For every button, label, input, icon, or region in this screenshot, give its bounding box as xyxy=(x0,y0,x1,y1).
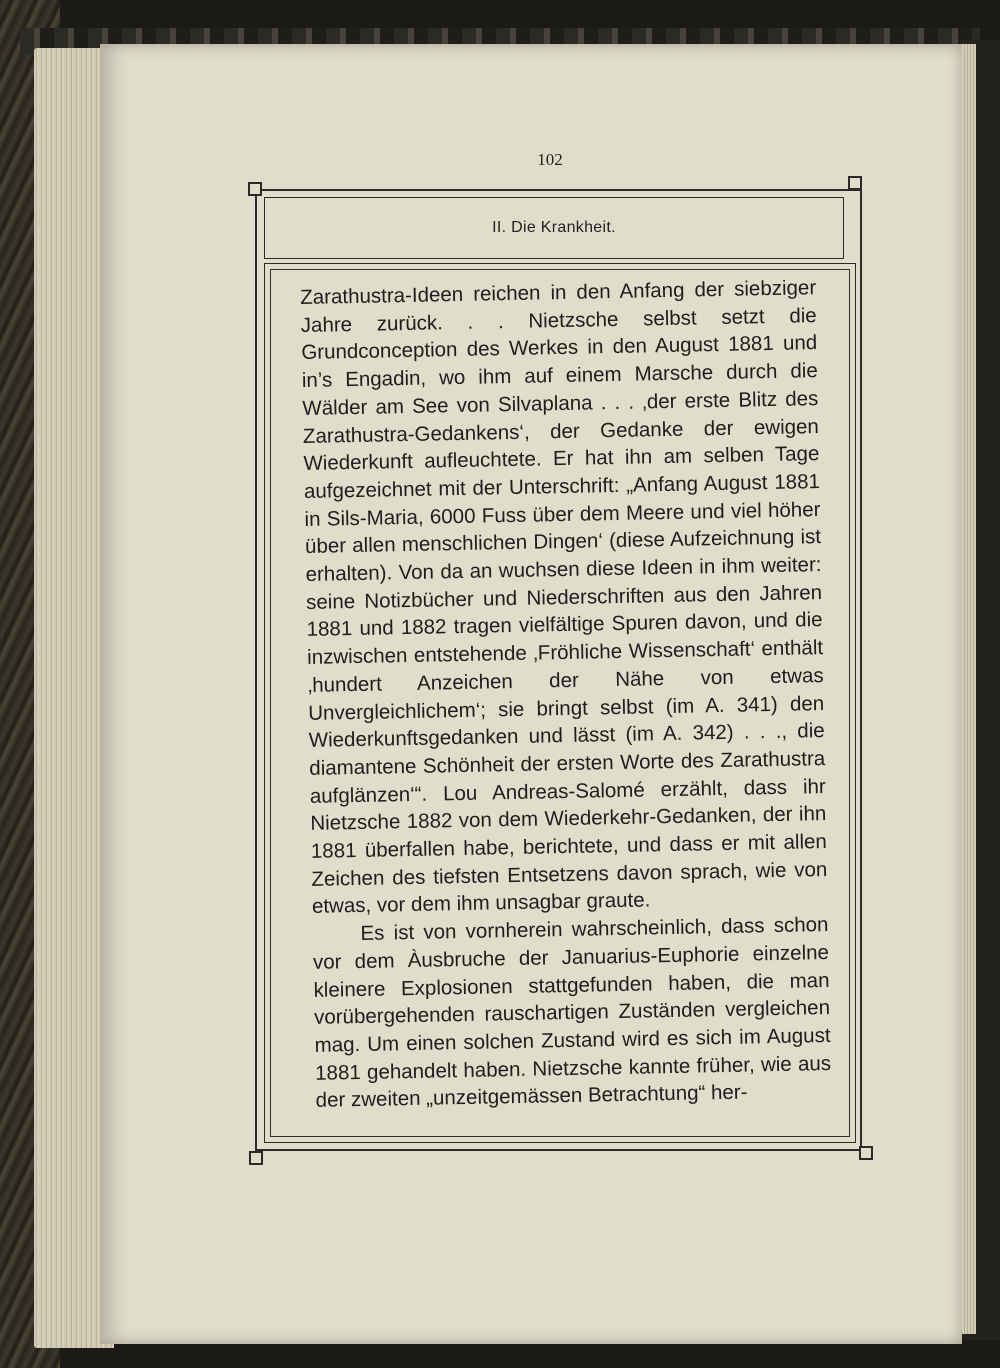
page-number: 102 xyxy=(537,150,563,169)
body-text xyxy=(300,274,832,1115)
frame-corner-bottom-left xyxy=(249,1151,263,1165)
frame-corner-top-right xyxy=(848,176,862,190)
frame-corner-top-left xyxy=(248,182,262,196)
frame-corner-bottom-right xyxy=(859,1146,873,1160)
paragraph: Zarathustra-Ideen reichen in den Anfang der siebziger Jahre zurück. . . Nietzsche selbst setzt die Grundconception des Werkes in den August 1881 und in’s Engadin, wo ihm auf einem Marsche durch die Wälder am See von Silvaplana . . . ‚der erste Blitz des Zarathustra-Gedankens‘, der Gedanke der ewigen Wiederkunft aufleuchtete. Er hat ihn am selben Tage aufgezeichnet mit der Unterschrift: „Anfang August 1881 in Sils-Maria, 6000 Fuss über dem Meere und viel höher über allen menschlichen Dingen‘ (diese Aufzeichnung ist erhalten). Von da an wuchsen diese Ideen in ihm weiter: seine Notizbücher und Niederschriften aus den Jahren 1881 und 1882 tragen vielfältige Spuren davon, und die inzwischen entstehende ‚Fröhliche Wissenschaft‘ enthält ‚hundert Anzeichen der Nähe von etwas Unvergleichlichem‘; sie bringt selbst (im A. 341) den Wiederkunftsgedanken und lässt (im A. 342) . . ., die diamantene Schönheit der ersten Worte des Zarathustra aufglänzen‘“. Lou Andreas-Salomé erzählt, dass ihr Nietzsche 1882 von dem Wiederkehr-Gedanken, der ihn 1881 überfallen habe, berichtete, und dass er mit allen Zeichen des tiefsten Entsetzens davon sprach, wie von etwas, vor dem ihm unsagbar graute. xyxy=(300,276,828,919)
running-head: II. Die Krankheit. xyxy=(492,219,616,236)
paragraph: Es ist von vornherein wahrscheinlich, dass schon vor dem Àusbruche der Januarius-Euphorie einzelne kleinere Explosionen stattgefunden haben, die man vorübergehenden rauschartigen Zuständen vergleichen mag. Um einen solchen Zustand wird es sich im August 1881 gehandelt haben. Nietzsche kannte früher, wie aus der zweiten „unzeitgemässen Betrachtung“ her- xyxy=(312,913,832,1113)
facing-page-edge xyxy=(962,44,976,1334)
running-head-box xyxy=(264,197,844,259)
